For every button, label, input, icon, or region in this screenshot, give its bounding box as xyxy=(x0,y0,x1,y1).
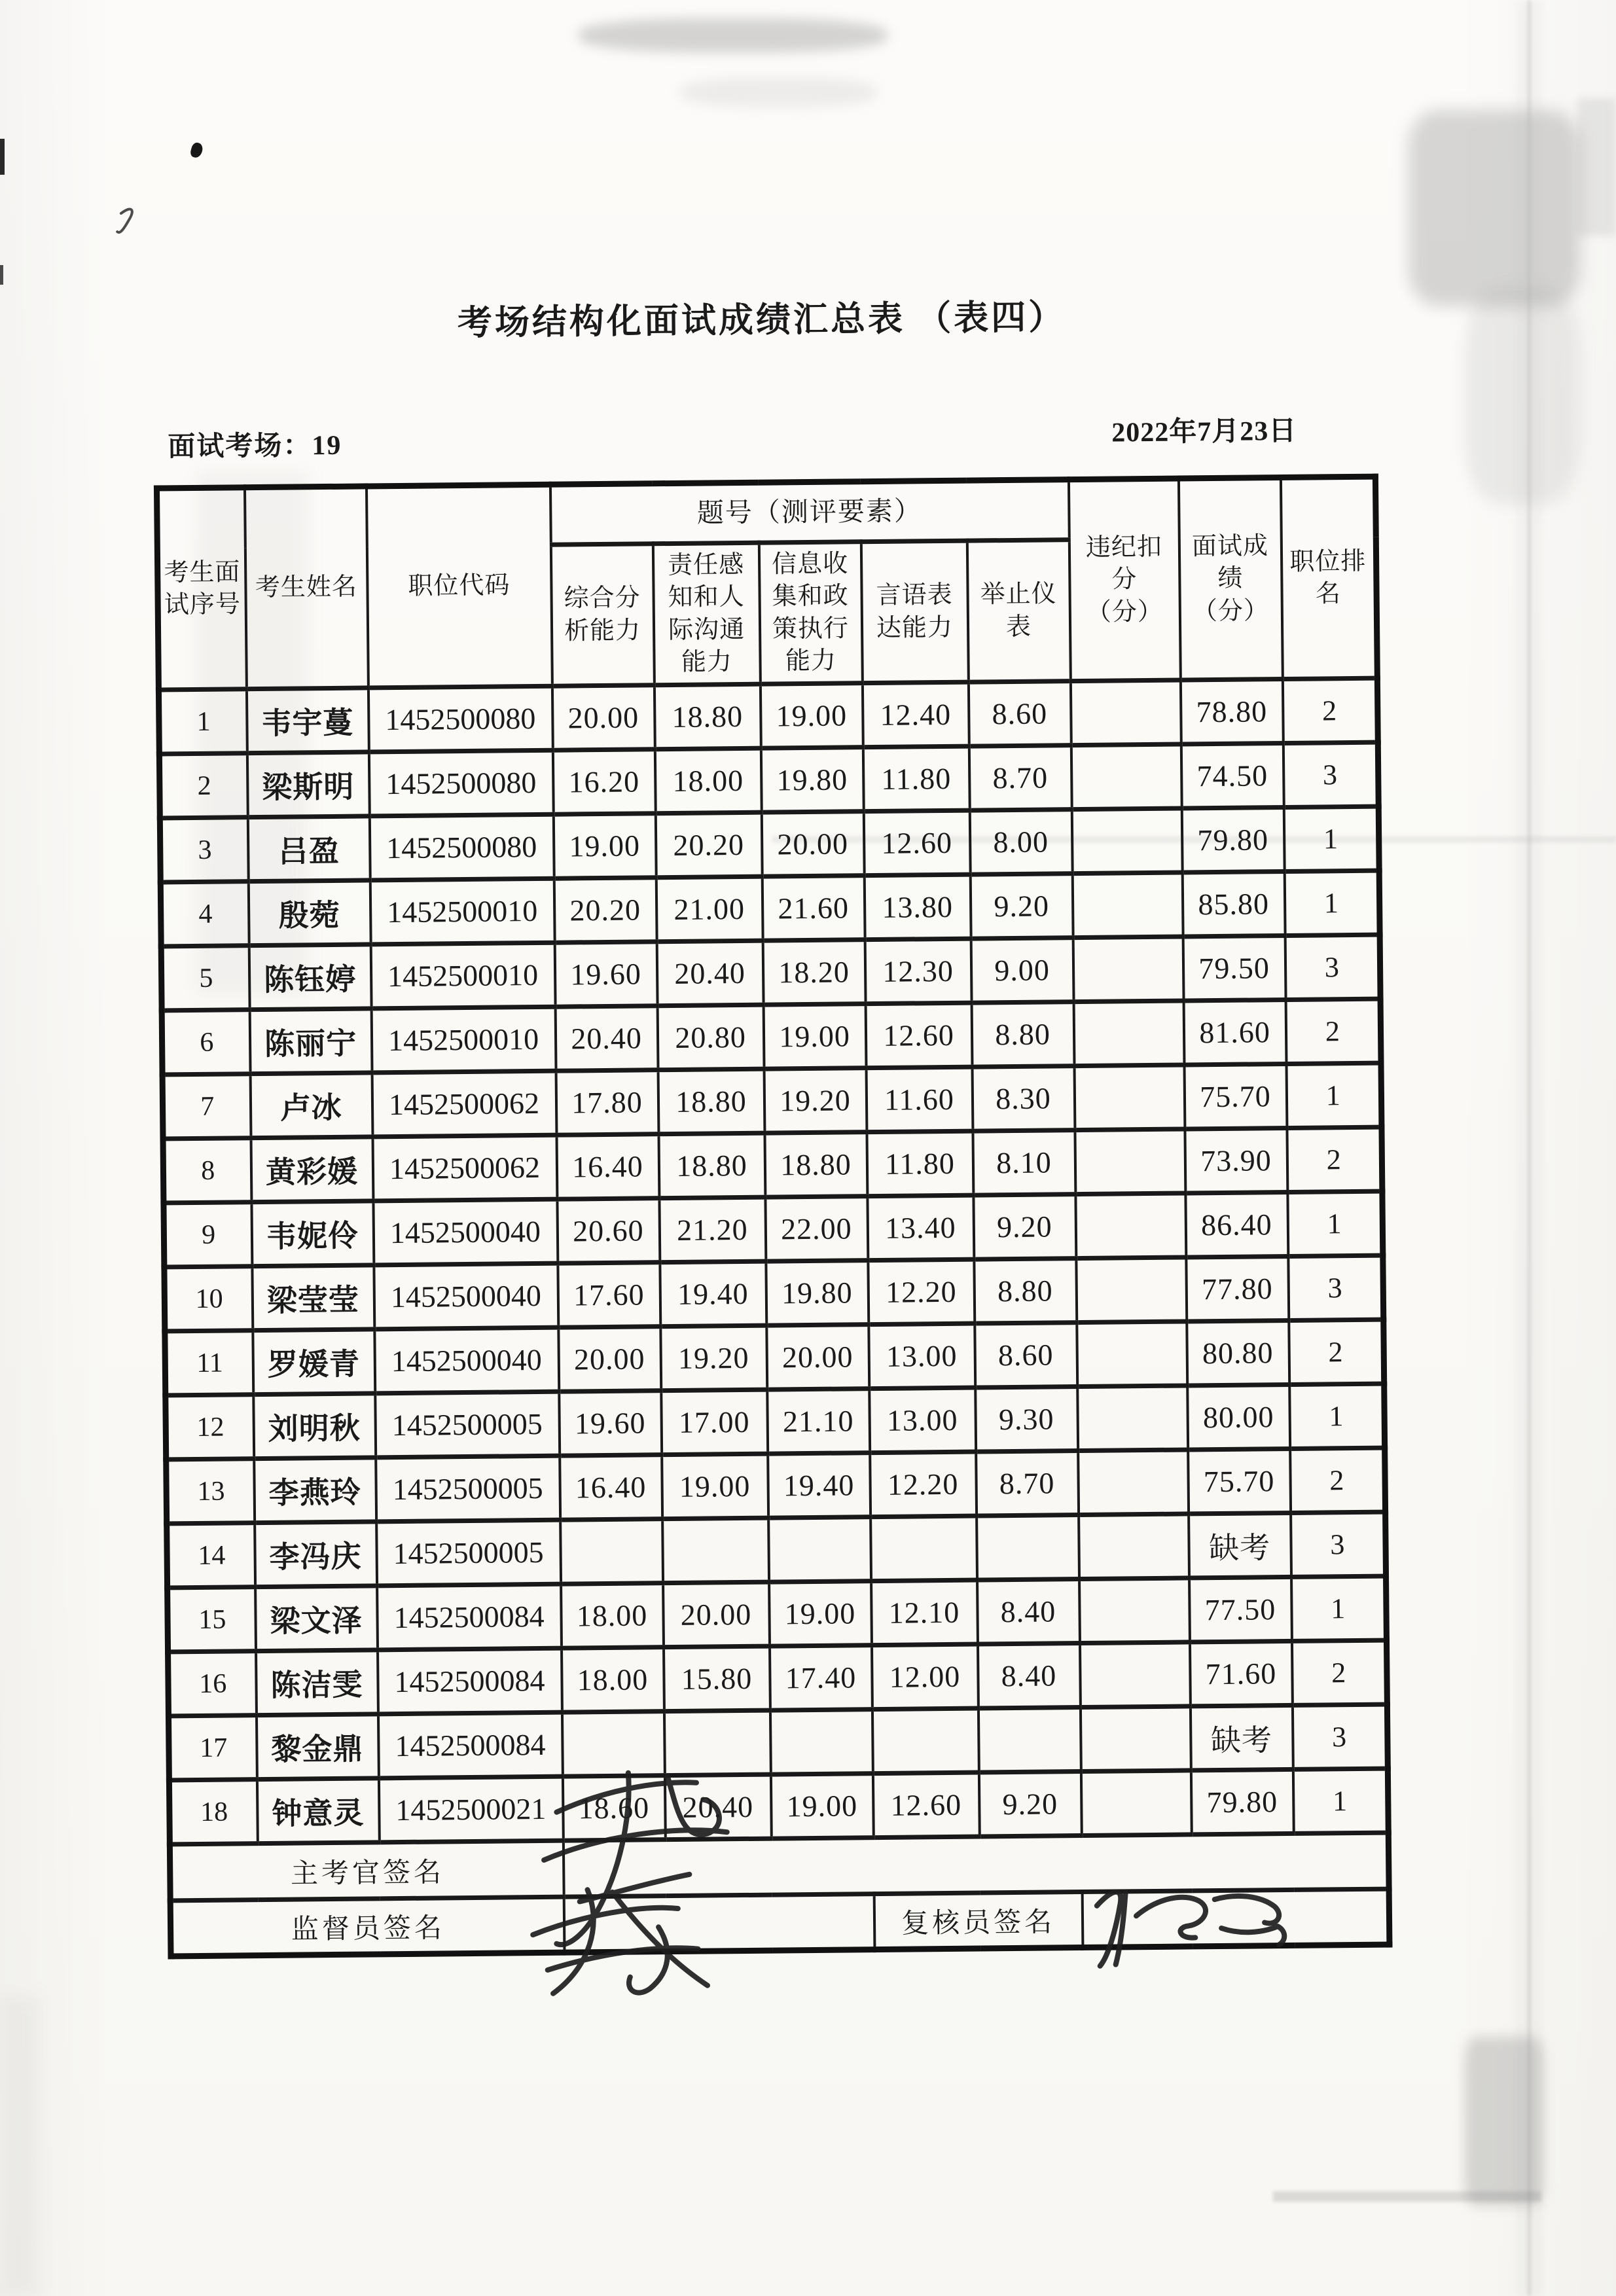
table-row xyxy=(168,1640,1388,1716)
cell-q2: 20.40 xyxy=(656,941,763,1006)
cell-q1 xyxy=(560,1519,663,1584)
cell-seq: 5 xyxy=(161,946,249,1011)
cell-q1 xyxy=(562,1712,664,1776)
cell-seq: 13 xyxy=(166,1459,255,1524)
cell-q2: 20.00 xyxy=(663,1582,770,1647)
cell-penalty xyxy=(1078,1450,1189,1515)
cell-penalty xyxy=(1076,1257,1187,1323)
cell-q5: 8.80 xyxy=(974,1259,1077,1323)
table-row xyxy=(160,806,1379,882)
cell-name: 梁文泽 xyxy=(255,1586,378,1651)
cell-code: 1452500005 xyxy=(376,1456,560,1522)
table-row xyxy=(163,1127,1382,1203)
cell-q3: 22.00 xyxy=(765,1196,868,1261)
cell-total: 79.80 xyxy=(1191,1769,1293,1834)
cell-name: 陈丽宁 xyxy=(249,1009,372,1074)
col-header-q3: 信息收 集和政 策执行 能力 xyxy=(759,542,862,684)
cell-q2 xyxy=(662,1518,769,1583)
cell-total: 80.80 xyxy=(1187,1320,1289,1385)
cell-penalty xyxy=(1072,872,1183,938)
cell-name: 殷菀 xyxy=(248,880,370,946)
cell-code: 1452500080 xyxy=(369,814,554,880)
cell-q1: 19.60 xyxy=(559,1391,662,1456)
cell-q3: 21.10 xyxy=(767,1389,870,1454)
cell-code: 1452500021 xyxy=(378,1776,563,1842)
cell-seq: 1 xyxy=(158,689,247,754)
cell-q1: 18.00 xyxy=(561,1583,664,1648)
table-row xyxy=(165,1319,1384,1395)
col-header-name: 考生姓名 xyxy=(244,486,368,689)
cell-total: 81.60 xyxy=(1183,999,1286,1064)
chief-examiner-signature-label: 主考官签名 xyxy=(170,1840,564,1901)
table-row xyxy=(167,1512,1386,1588)
cell-q5: 8.60 xyxy=(968,681,1071,746)
cell-penalty xyxy=(1075,1193,1186,1259)
cell-rank: 2 xyxy=(1289,1319,1384,1384)
cell-name: 钟意灵 xyxy=(257,1778,379,1844)
cell-total: 79.50 xyxy=(1183,936,1285,1001)
cell-total: 79.80 xyxy=(1181,808,1284,872)
cell-q5: 9.20 xyxy=(979,1772,1081,1837)
cell-q4 xyxy=(872,1708,979,1774)
cell-q4: 12.00 xyxy=(871,1644,978,1710)
cell-total: 85.80 xyxy=(1182,872,1285,937)
document-title: 考场结构化面试成绩汇总表 （表四） xyxy=(457,298,1066,343)
cell-seq: 16 xyxy=(168,1651,257,1716)
table-footer xyxy=(170,1833,1390,1956)
cell-code: 1452500040 xyxy=(374,1263,558,1329)
table-row xyxy=(168,1576,1387,1652)
col-header-q5: 举止仪 表 xyxy=(967,540,1070,682)
cell-q4: 12.40 xyxy=(862,682,969,747)
cell-q4: 12.20 xyxy=(870,1452,977,1517)
cell-rank: 1 xyxy=(1291,1576,1387,1641)
cell-code: 1452500005 xyxy=(376,1520,561,1586)
cell-penalty xyxy=(1077,1321,1187,1387)
col-header-q1: 综合分 析能力 xyxy=(550,544,654,686)
cell-q5: 8.10 xyxy=(973,1130,1075,1195)
cell-penalty xyxy=(1079,1514,1189,1579)
cell-name: 罗媛青 xyxy=(253,1329,375,1395)
cell-q1: 20.00 xyxy=(552,685,655,750)
cell-q1: 18.60 xyxy=(562,1776,665,1840)
cell-total: 75.70 xyxy=(1188,1448,1291,1513)
cell-seq: 12 xyxy=(166,1395,254,1460)
cell-rank: 2 xyxy=(1287,1127,1382,1192)
cell-q1: 19.00 xyxy=(553,814,656,878)
cell-q3: 18.80 xyxy=(764,1132,867,1197)
cell-q3 xyxy=(770,1710,872,1774)
document-date: 2022年7月23日 xyxy=(1111,416,1297,448)
cell-penalty xyxy=(1080,1642,1191,1708)
cell-q2: 17.00 xyxy=(661,1390,768,1455)
cell-q5: 8.00 xyxy=(969,810,1072,874)
cell-name: 李冯庆 xyxy=(255,1522,377,1587)
cell-q3: 19.80 xyxy=(761,747,863,812)
cell-q3: 19.00 xyxy=(763,1004,866,1069)
cell-penalty xyxy=(1080,1706,1191,1772)
table-row xyxy=(164,1255,1384,1331)
cell-rank: 3 xyxy=(1288,1255,1384,1320)
cell-q4: 12.60 xyxy=(872,1772,979,1838)
cell-q4: 12.20 xyxy=(868,1259,975,1325)
cell-q5: 8.60 xyxy=(975,1323,1077,1388)
cell-q4 xyxy=(871,1516,977,1581)
pen-squiggle-mark xyxy=(117,209,132,233)
cell-penalty xyxy=(1073,1001,1184,1066)
cell-q3 xyxy=(768,1517,871,1582)
cell-q3: 20.00 xyxy=(761,812,864,876)
cell-q1: 16.20 xyxy=(552,749,655,814)
cell-q4: 13.40 xyxy=(867,1195,974,1261)
col-header-code: 职位代码 xyxy=(366,484,552,688)
cell-penalty xyxy=(1074,1065,1185,1130)
cell-q2: 21.20 xyxy=(659,1197,766,1263)
col-header-penalty: 违纪扣 分 （分） xyxy=(1068,478,1180,681)
reviewer-signature-cell xyxy=(1082,1889,1390,1947)
cell-q1: 16.40 xyxy=(560,1455,662,1520)
cell-q1: 17.60 xyxy=(558,1263,660,1327)
cell-seq: 8 xyxy=(163,1138,251,1203)
cell-total: 74.50 xyxy=(1181,744,1284,808)
cell-q3: 19.20 xyxy=(764,1068,867,1133)
cell-seq: 15 xyxy=(168,1587,256,1652)
cell-q4: 11.80 xyxy=(867,1131,973,1196)
cell-q1: 17.80 xyxy=(556,1070,658,1135)
cell-q3: 18.20 xyxy=(763,940,865,1005)
cell-q3: 19.80 xyxy=(766,1261,869,1325)
table-row xyxy=(162,999,1381,1075)
cell-code: 1452500080 xyxy=(368,750,553,816)
cell-code: 1452500040 xyxy=(373,1199,558,1265)
reviewer-signature-label: 复核员签名 xyxy=(874,1892,1083,1950)
cell-name: 梁莹莹 xyxy=(252,1265,374,1331)
cell-rank: 1 xyxy=(1286,1063,1382,1128)
cell-q4: 12.60 xyxy=(865,1003,972,1068)
cell-seq: 18 xyxy=(169,1780,257,1844)
cell-total: 77.80 xyxy=(1186,1256,1289,1321)
cell-q5 xyxy=(977,1515,1079,1580)
cell-q3: 17.40 xyxy=(769,1645,872,1710)
cell-q2: 20.20 xyxy=(655,812,762,878)
table-row xyxy=(161,935,1380,1011)
chief-examiner-signature-cell xyxy=(563,1833,1389,1897)
col-header-total: 面试成 绩 （分） xyxy=(1178,478,1282,680)
cell-name: 卢冰 xyxy=(250,1073,372,1138)
cell-rank: 1 xyxy=(1284,870,1380,935)
cell-q5: 8.30 xyxy=(972,1066,1075,1131)
col-group-questions: 题号（测评要素） xyxy=(550,480,1069,545)
cell-q1: 20.00 xyxy=(558,1327,661,1391)
cell-q5: 8.40 xyxy=(977,1643,1080,1708)
cell-q4: 13.00 xyxy=(869,1388,976,1453)
cell-q2: 15.80 xyxy=(664,1646,770,1712)
cell-code: 1452500084 xyxy=(378,1648,562,1714)
table-row xyxy=(158,678,1378,754)
col-header-rank: 职位排 名 xyxy=(1280,476,1377,679)
cell-q3: 19.00 xyxy=(760,683,863,748)
cell-seq: 6 xyxy=(162,1010,250,1075)
cell-q2: 20.40 xyxy=(664,1774,771,1840)
cell-rank: 1 xyxy=(1287,1191,1383,1256)
cell-q2: 18.00 xyxy=(655,748,761,814)
cell-name: 刘明秋 xyxy=(253,1393,376,1459)
cell-rank: 2 xyxy=(1291,1640,1387,1705)
table-row xyxy=(168,1704,1388,1780)
cell-total: 80.00 xyxy=(1187,1384,1290,1449)
cell-q5: 8.80 xyxy=(971,1002,1074,1067)
cell-total: 78.80 xyxy=(1180,679,1283,744)
cell-rank: 2 xyxy=(1282,678,1378,743)
cell-q4: 11.60 xyxy=(866,1067,973,1132)
cell-penalty xyxy=(1081,1770,1191,1836)
cell-penalty xyxy=(1071,808,1182,874)
cell-code: 1452500005 xyxy=(375,1391,560,1458)
cell-q5: 9.20 xyxy=(970,874,1073,939)
cell-total: 73.90 xyxy=(1185,1128,1287,1193)
cell-seq: 7 xyxy=(162,1074,251,1139)
cell-seq: 3 xyxy=(160,817,248,882)
cell-rank: 2 xyxy=(1290,1448,1386,1513)
cell-rank: 3 xyxy=(1285,935,1380,999)
cell-code: 1452500062 xyxy=(372,1071,556,1137)
cell-q2: 19.40 xyxy=(660,1261,766,1327)
cell-q2: 21.00 xyxy=(656,876,763,942)
cell-penalty xyxy=(1079,1578,1190,1643)
cell-code: 1452500010 xyxy=(371,1007,556,1073)
table-row xyxy=(159,742,1378,818)
cell-q4: 13.80 xyxy=(864,874,971,940)
cell-name: 李燕玲 xyxy=(254,1458,376,1523)
cell-q4: 12.30 xyxy=(865,939,971,1004)
col-header-seq: 考生面 试序号 xyxy=(156,488,246,690)
cell-seq: 4 xyxy=(160,882,249,946)
cell-q3: 19.00 xyxy=(769,1581,872,1646)
cell-name: 梁斯明 xyxy=(247,752,369,817)
cell-code: 1452500010 xyxy=(370,878,554,944)
cell-seq: 2 xyxy=(159,753,247,818)
cell-rank: 3 xyxy=(1283,742,1378,807)
table-row xyxy=(166,1448,1386,1524)
cell-q4: 12.10 xyxy=(871,1580,978,1645)
col-header-q2: 责任感 知和人 际沟通 能力 xyxy=(653,543,760,685)
cell-name: 陈钰婷 xyxy=(249,944,371,1010)
cell-q5: 9.00 xyxy=(971,938,1073,1003)
cell-seq: 17 xyxy=(168,1715,257,1780)
cell-name: 黄彩媛 xyxy=(251,1137,373,1202)
cell-q1: 20.60 xyxy=(557,1198,660,1263)
cell-penalty xyxy=(1077,1386,1188,1451)
cell-total: 77.50 xyxy=(1189,1577,1292,1641)
cell-total: 86.40 xyxy=(1185,1192,1288,1257)
cell-code: 1452500040 xyxy=(374,1327,559,1393)
cell-q5 xyxy=(978,1708,1081,1772)
cell-rank: 2 xyxy=(1285,999,1381,1064)
cell-code: 1452500084 xyxy=(378,1712,562,1778)
table-row xyxy=(162,1063,1382,1139)
cell-q3: 21.60 xyxy=(762,876,865,941)
cell-q2: 18.80 xyxy=(658,1069,764,1134)
cell-total: 缺考 xyxy=(1189,1513,1291,1577)
cell-q4: 11.80 xyxy=(863,746,969,812)
cell-seq: 14 xyxy=(167,1523,255,1588)
cell-name: 黎金鼎 xyxy=(256,1714,378,1780)
cell-q3: 19.00 xyxy=(770,1774,873,1839)
cell-seq: 10 xyxy=(164,1266,253,1331)
cell-rank: 3 xyxy=(1292,1704,1388,1769)
cell-q2: 19.00 xyxy=(662,1454,768,1519)
supervisor-signature-cell xyxy=(564,1894,874,1953)
cell-q2: 18.80 xyxy=(658,1133,765,1198)
cell-q1: 16.40 xyxy=(556,1134,659,1199)
cell-q3: 20.00 xyxy=(766,1325,869,1390)
score-summary-table xyxy=(154,474,1393,1960)
table-header xyxy=(156,476,1377,690)
cell-name: 吕盈 xyxy=(247,816,370,882)
cell-q5: 9.30 xyxy=(975,1387,1078,1452)
supervisor-signature-label: 监督员签名 xyxy=(170,1897,564,1956)
cell-code: 1452500080 xyxy=(368,686,552,752)
cell-q1: 18.00 xyxy=(562,1647,664,1712)
cell-code: 1452500062 xyxy=(372,1135,557,1201)
cell-seq: 11 xyxy=(165,1331,253,1395)
table-row xyxy=(164,1191,1383,1267)
cell-q2: 19.20 xyxy=(660,1325,767,1391)
cell-q1: 19.60 xyxy=(554,942,657,1007)
cell-total: 71.60 xyxy=(1189,1641,1292,1706)
cell-q3: 19.40 xyxy=(768,1453,871,1518)
cell-rank: 1 xyxy=(1289,1384,1385,1448)
cell-q5: 8.70 xyxy=(976,1451,1079,1516)
table-row xyxy=(169,1768,1388,1844)
cell-code: 1452500010 xyxy=(370,942,555,1009)
cell-rank: 1 xyxy=(1284,806,1379,871)
cell-q5: 8.70 xyxy=(969,745,1071,810)
cell-name: 韦妮伶 xyxy=(251,1201,374,1266)
cell-name: 陈洁雯 xyxy=(256,1650,378,1715)
cell-q1: 20.40 xyxy=(555,1006,658,1071)
cell-penalty xyxy=(1071,744,1181,810)
cell-q5: 9.20 xyxy=(973,1194,1076,1259)
cell-penalty xyxy=(1073,937,1183,1002)
cell-q1: 20.20 xyxy=(554,878,656,942)
cell-q2: 20.80 xyxy=(657,1005,764,1070)
cell-code: 1452500084 xyxy=(377,1584,562,1650)
cell-penalty xyxy=(1075,1129,1185,1194)
cell-total: 缺考 xyxy=(1190,1705,1293,1770)
cell-q2: 18.80 xyxy=(654,684,761,749)
cell-total: 75.70 xyxy=(1184,1064,1287,1128)
cell-q2 xyxy=(664,1710,770,1776)
cell-q4: 13.00 xyxy=(869,1323,975,1389)
interview-venue-label: 面试考场：19 xyxy=(168,430,342,463)
cell-name: 韦宇蔓 xyxy=(246,688,368,753)
cell-seq: 9 xyxy=(164,1202,252,1267)
cell-rank: 1 xyxy=(1293,1768,1388,1833)
cell-q4: 12.60 xyxy=(863,810,970,876)
cell-penalty xyxy=(1070,680,1181,745)
table-row xyxy=(166,1384,1385,1460)
cell-rank: 3 xyxy=(1291,1512,1386,1577)
col-header-q4: 言语表 达能力 xyxy=(861,541,968,683)
score-table-body xyxy=(158,678,1388,1844)
table-row xyxy=(160,870,1380,946)
cell-q5: 8.40 xyxy=(977,1579,1080,1644)
